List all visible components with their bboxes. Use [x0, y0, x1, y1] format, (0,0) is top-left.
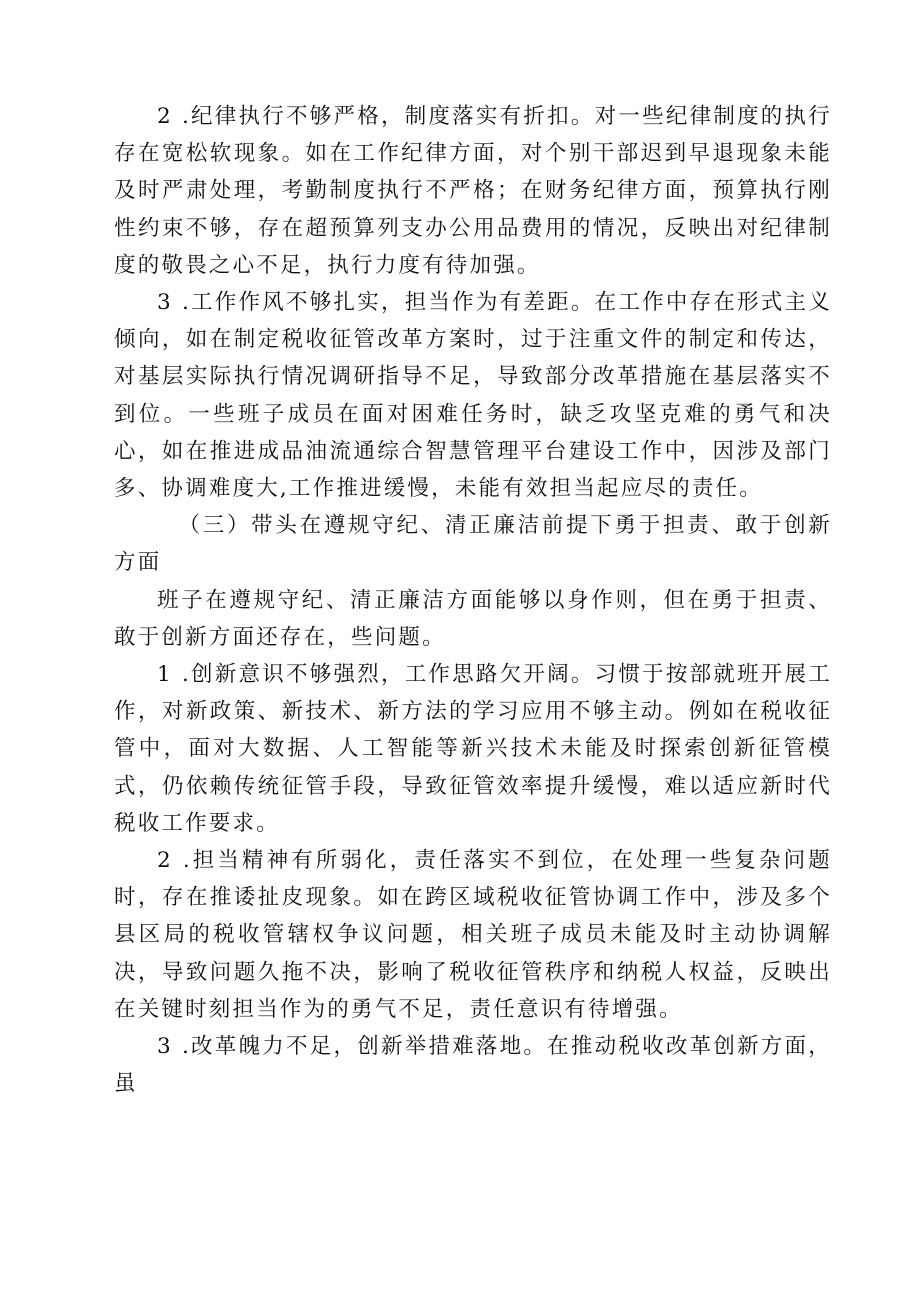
paragraph-responsibility: 2 .担当精神有所弱化，责任落实不到位，在处理一些复杂问题时，存在推诿扯皮现象。如在跨区域税收征管协调工作中，涉及多个县区局的税收管辖权争议问题，相关班子成员未能及时主动协调解决，导致问题久拖不决，影响了税收征管秩序和纳税人权益，反映出在关键时刻担当作为的勇气不足，责任意识有待增强。 — [114, 848, 832, 1022]
paragraph-work-style: 3 .工作作风不够扎实，担当作为有差距。在工作中存在形式主义倾向，如在制定税收征管改革方案时，过于注重文件的制定和传达，对基层实际执行情况调研指导不足，导致部分改革措施在基层落实不到位。一些班子成员在面对困难任务时，缺乏攻坚克难的勇气和决心，如在推进成品油流通综合智慧管理平台建设工作中，因涉及部门多、协调难度大,工作推进缓慢，未能有效担当起应尽的责任。 — [114, 290, 832, 502]
paragraph-reform: 3 .改革魄力不足，创新举措难落地。在推动税收改革创新方面，虽 — [114, 1034, 832, 1097]
section-heading-3: （三）带头在遵规守纪、清正廉洁前提下勇于担责、敢于创新方面 — [114, 513, 832, 576]
paragraph-innovation: 1 .创新意识不够强烈，工作思路欠开阔。习惯于按部就班开展工作，对新政策、新技术、新方法的学习应用不够主动。例如在税收征管中，面对大数据、人工智能等新兴技术未能及时探索创新征管模式，仍依赖传统征管手段，导致征管效率提升缓慢，难以适应新时代税收工作要求。 — [114, 662, 832, 836]
document-page — [114, 98, 832, 1102]
paragraph-discipline: 2 .纪律执行不够严格，制度落实有折扣。对一些纪律制度的执行存在宽松软现象。如在工作纪律方面，对个别干部迟到早退现象未能及时严肃处理，考勤制度执行不严格；在财务纪律方面，预算执行刚性约束不够，存在超预算列支办公用品费用的情况，反映出对纪律制度的敬畏之心不足，执行力度有待加强。 — [114, 104, 832, 278]
paragraph-section-intro: 班子在遵规守纪、清正廉洁方面能够以身作则，但在勇于担责、敢于创新方面还存在，些问题。 — [114, 587, 832, 650]
